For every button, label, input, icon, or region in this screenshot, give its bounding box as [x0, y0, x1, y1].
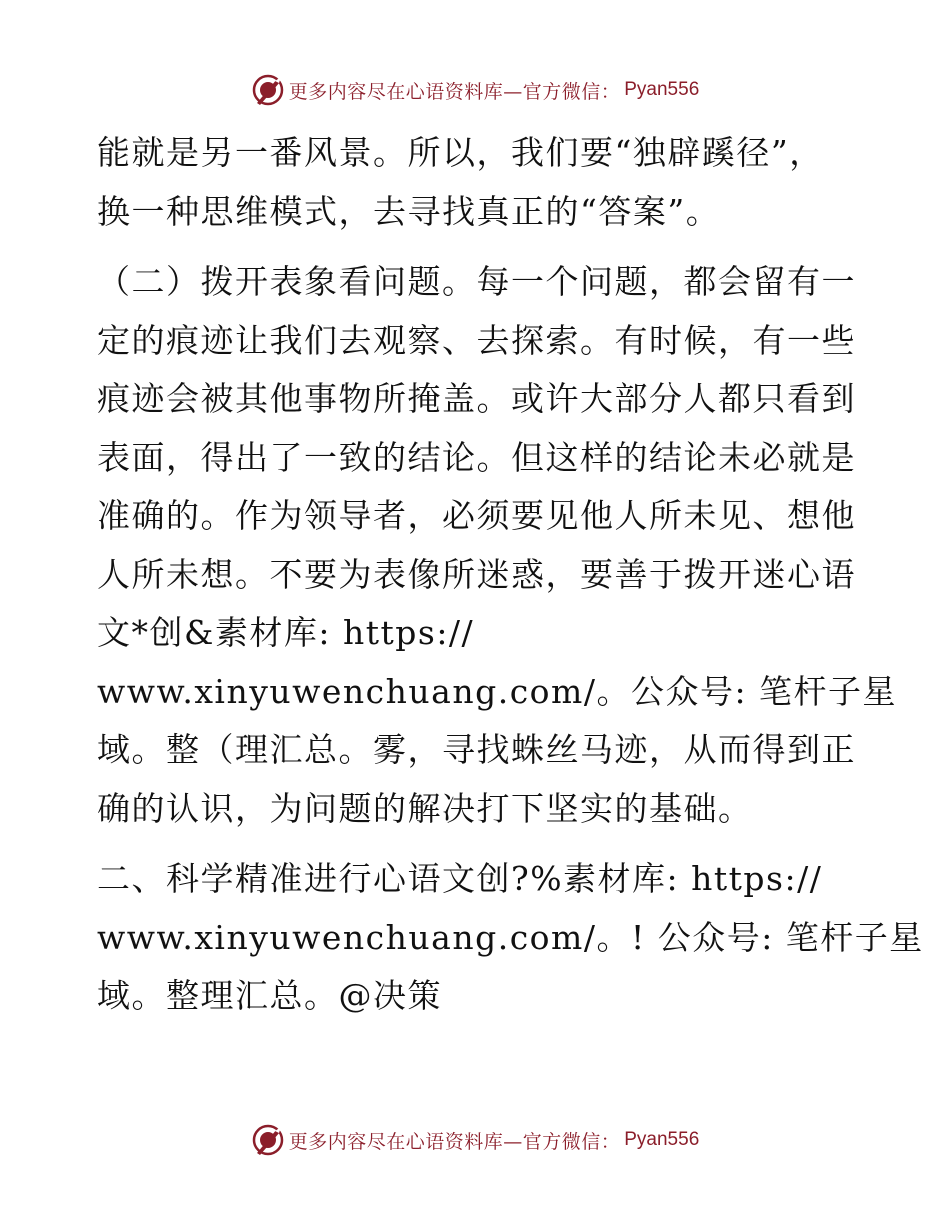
body-line: 痕迹会被其他事物所掩盖。或许大部分人都只看到: [97, 379, 856, 418]
body-line: www.xinyuwenchuang.com/。公众号: 笔杆子星: [97, 671, 898, 711]
body-line: （二）拨开表象看问题。每一个问题，都会留有一: [97, 262, 856, 301]
body-line: 人所未想。不要为表像所迷惑，要善于拨开迷心语: [97, 554, 856, 594]
body-line: 确的认识，为问题的解决打下坚实的基础。: [97, 788, 753, 828]
body-line: 域。整（理汇总。雾，寻找蛛丝马迹，从而得到正: [97, 730, 856, 769]
body-line: 二、科学精准进行心语文创?%素材库: https://: [97, 859, 823, 898]
document-body: [97, 124, 924, 1026]
pen-logo-icon: [251, 1123, 285, 1157]
footer-banner-text: 更多内容尽在心语资料库—官方微信：: [288, 1130, 621, 1153]
header-banner: [0, 70, 950, 110]
footer-banner-content: [251, 1123, 700, 1157]
header-banner-contact: Pyan556: [624, 79, 700, 100]
pen-logo-icon: [251, 73, 285, 107]
paragraph-gap: [97, 241, 857, 253]
body-line: 域。整理汇总。@决策: [97, 976, 442, 1015]
header-banner-content: [251, 73, 700, 107]
body-line: 准确的。作为领导者，必须要见他人所未见、想他: [97, 496, 856, 535]
paragraph-gap: [97, 838, 857, 850]
body-line: 换一种思维模式，去寻找真正的“答案”。: [97, 191, 721, 231]
body-line: 定的痕迹让我们去观察、去探索。有时候，有一些: [97, 320, 856, 360]
body-line: 表面，得出了一致的结论。但这样的结论未必就是: [97, 437, 856, 477]
body-line: 能就是另一番风景。所以，我们要“独辟蹊径”，: [97, 133, 824, 172]
header-banner-text: 更多内容尽在心语资料库—官方微信：: [288, 80, 621, 103]
body-line: 文*创&素材库: https://: [97, 613, 475, 652]
body-line: www.xinyuwenchuang.com/。! 公众号: 笔杆子星: [97, 917, 924, 957]
footer-banner-contact: Pyan556: [624, 1129, 700, 1150]
footer-banner: [0, 1120, 950, 1160]
